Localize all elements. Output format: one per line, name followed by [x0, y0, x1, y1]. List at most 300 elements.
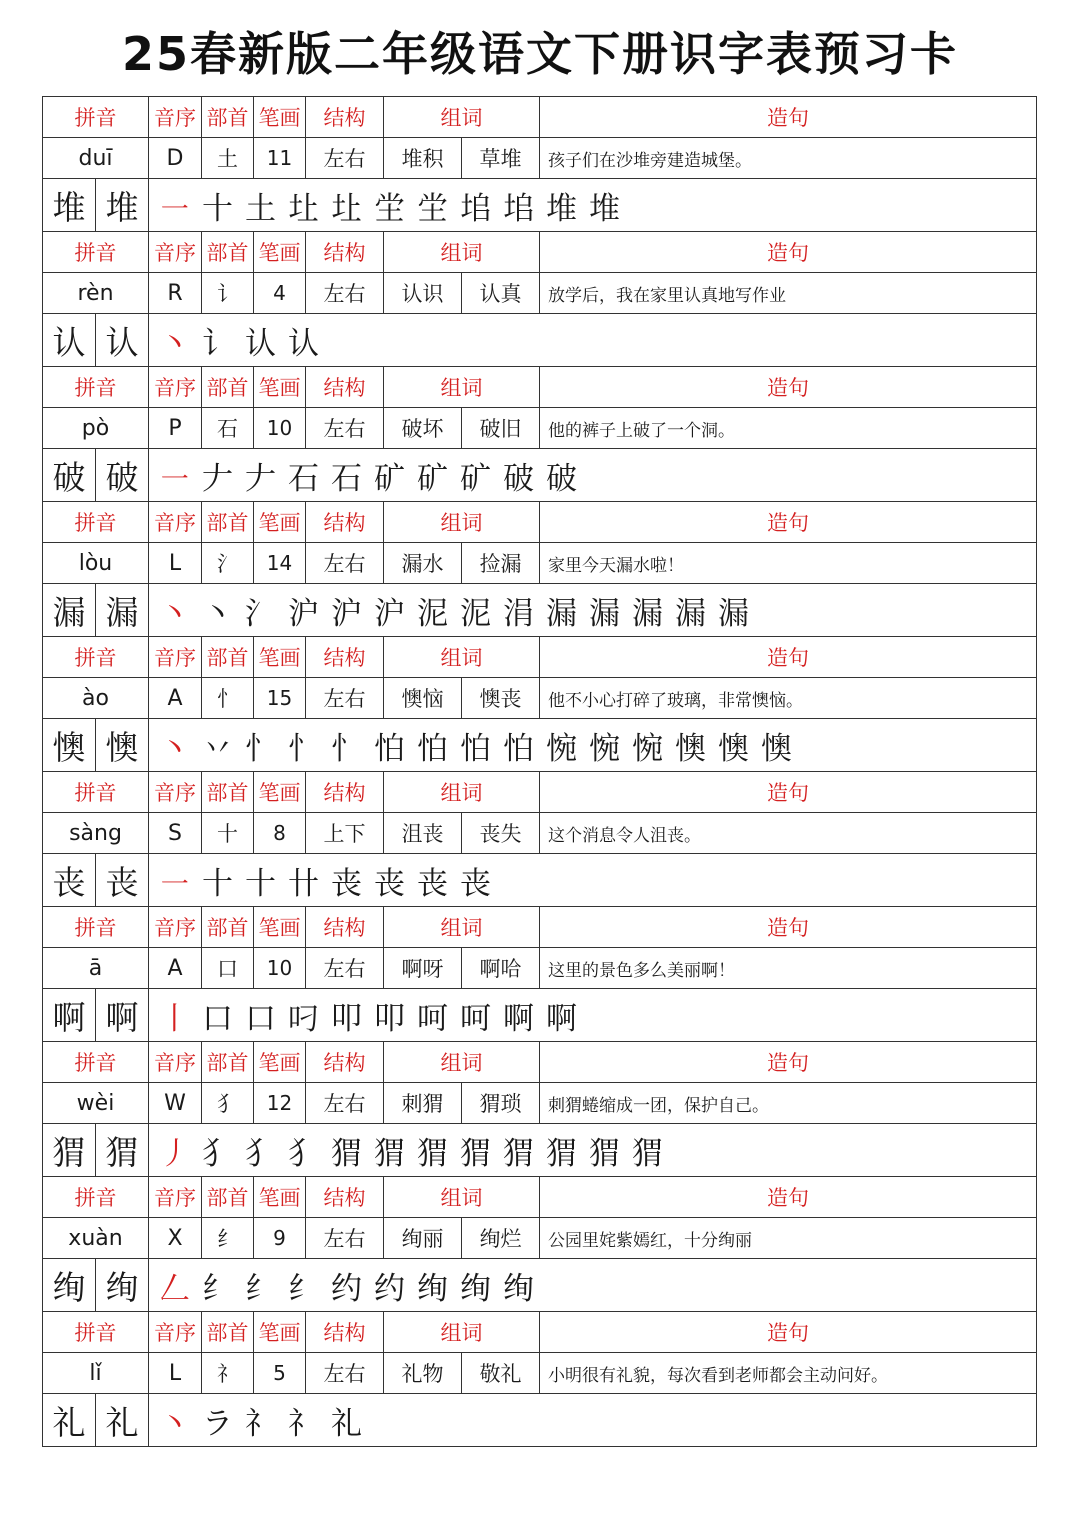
stroke-row	[43, 584, 1037, 637]
char-cell: 破	[43, 449, 96, 502]
jiegou-cell: 左右	[306, 948, 384, 989]
jiegou-cell: 左右	[306, 1218, 384, 1259]
header-pinyin: 拼音	[43, 502, 149, 543]
char-copy-cell: 认	[96, 314, 149, 367]
bihua-cell: 5	[254, 1353, 306, 1394]
stroke-step: 猬	[589, 1135, 620, 1172]
stroke-step: 氵	[245, 595, 276, 632]
header-jiegou: 结构	[306, 502, 384, 543]
stroke-step: 丧	[417, 865, 448, 902]
header-zaoju: 造句	[540, 97, 1037, 138]
char-copy-cell: 漏	[96, 584, 149, 637]
word-1-cell: 绚丽	[384, 1218, 462, 1259]
header-pinyin: 拼音	[43, 637, 149, 678]
stroke-order-cell	[149, 719, 1037, 772]
yinxu-cell: R	[149, 273, 202, 314]
pinyin-cell: lǐ	[43, 1353, 149, 1394]
stroke-row	[43, 449, 1037, 502]
header-row	[43, 232, 1037, 273]
stroke-step: 讠	[202, 325, 233, 362]
header-row	[43, 97, 1037, 138]
header-yinxu: 音序	[149, 367, 202, 408]
stroke-row	[43, 1259, 1037, 1312]
stroke-step: 叩	[331, 1000, 362, 1037]
stroke-order-cell	[149, 989, 1037, 1042]
pinyin-cell: ā	[43, 948, 149, 989]
stroke-step: 堆	[589, 190, 620, 227]
word-2-cell: 猬琐	[462, 1083, 540, 1124]
stroke-step: 礻	[288, 1405, 319, 1442]
stroke-step: 绚	[417, 1270, 448, 1307]
header-pinyin: 拼音	[43, 907, 149, 948]
stroke-step: 漏	[632, 595, 663, 632]
word-1-cell: 懊恼	[384, 678, 462, 719]
stroke-order-cell	[149, 314, 1037, 367]
sentence-cell: 家里今天漏水啦！	[540, 543, 1037, 584]
stroke-step: 纟	[245, 1270, 276, 1307]
header-yinxu: 音序	[149, 232, 202, 273]
header-bushou: 部首	[202, 367, 254, 408]
bushou-cell: 忄	[202, 678, 254, 719]
stroke-step: 漏	[718, 595, 749, 632]
yinxu-cell: A	[149, 678, 202, 719]
info-row	[43, 813, 1037, 854]
bihua-cell: 10	[254, 948, 306, 989]
bushou-cell: 氵	[202, 543, 254, 584]
word-1-cell: 漏水	[384, 543, 462, 584]
header-row	[43, 637, 1037, 678]
stroke-order-cell	[149, 1124, 1037, 1177]
header-zaoju: 造句	[540, 1042, 1037, 1083]
stroke-step: 丶	[202, 595, 233, 632]
stroke-step: 叼	[288, 1000, 319, 1037]
header-pinyin: 拼音	[43, 1312, 149, 1353]
bihua-cell: 4	[254, 273, 306, 314]
stroke-step: 垖	[503, 190, 534, 227]
bihua-cell: 12	[254, 1083, 306, 1124]
header-row	[43, 367, 1037, 408]
stroke-step: 啊	[546, 1000, 577, 1037]
stroke-step: 丶	[159, 595, 190, 632]
char-cell: 丧	[43, 854, 96, 907]
stroke-step: 沪	[331, 595, 362, 632]
stroke-step: 礻	[245, 1405, 276, 1442]
header-yinxu: 音序	[149, 1042, 202, 1083]
char-cell: 漏	[43, 584, 96, 637]
stroke-step: 惋	[589, 730, 620, 767]
header-bushou: 部首	[202, 772, 254, 813]
stroke-step: 口	[202, 1000, 233, 1037]
stroke-step: 圵	[288, 190, 319, 227]
stroke-step: 惋	[632, 730, 663, 767]
word-1-cell: 刺猬	[384, 1083, 462, 1124]
char-copy-cell: 啊	[96, 989, 149, 1042]
header-zuci: 组词	[384, 907, 540, 948]
bihua-cell: 10	[254, 408, 306, 449]
header-yinxu: 音序	[149, 907, 202, 948]
char-cell: 猬	[43, 1124, 96, 1177]
header-row	[43, 907, 1037, 948]
stroke-step: 猬	[503, 1135, 534, 1172]
word-1-cell: 认识	[384, 273, 462, 314]
stroke-step: 沪	[374, 595, 405, 632]
stroke-step: 卄	[288, 865, 319, 902]
stroke-order-cell	[149, 584, 1037, 637]
word-2-cell: 认真	[462, 273, 540, 314]
stroke-step: 矿	[460, 460, 491, 497]
word-1-cell: 啊呀	[384, 948, 462, 989]
char-cell: 啊	[43, 989, 96, 1042]
header-zaoju: 造句	[540, 772, 1037, 813]
stroke-step: 丧	[374, 865, 405, 902]
bushou-cell: 口	[202, 948, 254, 989]
pinyin-cell: ào	[43, 678, 149, 719]
sentence-cell: 小明很有礼貌，每次看到老师都会主动问好。	[540, 1353, 1037, 1394]
stroke-order-cell	[149, 854, 1037, 907]
stroke-step: 懊	[718, 730, 749, 767]
header-zaoju: 造句	[540, 637, 1037, 678]
stroke-step: 怕	[417, 730, 448, 767]
header-bushou: 部首	[202, 907, 254, 948]
header-yinxu: 音序	[149, 772, 202, 813]
header-zuci: 组词	[384, 367, 540, 408]
stroke-step: 怕	[460, 730, 491, 767]
header-bushou: 部首	[202, 1042, 254, 1083]
header-zaoju: 造句	[540, 367, 1037, 408]
info-row	[43, 138, 1037, 179]
stroke-step: 十	[245, 865, 276, 902]
header-zuci: 组词	[384, 502, 540, 543]
bushou-cell: 土	[202, 138, 254, 179]
header-zaoju: 造句	[540, 502, 1037, 543]
header-yinxu: 音序	[149, 1312, 202, 1353]
stroke-step: 丿	[159, 1135, 190, 1172]
word-2-cell: 捡漏	[462, 543, 540, 584]
page-title: 25春新版二年级语文下册识字表预习卡	[121, 27, 958, 81]
sentence-cell: 这里的景色多么美丽啊！	[540, 948, 1037, 989]
stroke-order-cell	[149, 1259, 1037, 1312]
bushou-cell: 纟	[202, 1218, 254, 1259]
header-pinyin: 拼音	[43, 1177, 149, 1218]
stroke-step: 口	[245, 1000, 276, 1037]
header-jiegou: 结构	[306, 907, 384, 948]
bihua-cell: 9	[254, 1218, 306, 1259]
stroke-step: 破	[503, 460, 534, 497]
stroke-step: 猬	[546, 1135, 577, 1172]
word-1-cell: 礼物	[384, 1353, 462, 1394]
info-row	[43, 408, 1037, 449]
header-zuci: 组词	[384, 97, 540, 138]
stroke-step: 怕	[374, 730, 405, 767]
yinxu-cell: L	[149, 1353, 202, 1394]
header-bushou: 部首	[202, 232, 254, 273]
jiegou-cell: 左右	[306, 138, 384, 179]
stroke-row	[43, 719, 1037, 772]
header-zaoju: 造句	[540, 1177, 1037, 1218]
jiegou-cell: 左右	[306, 408, 384, 449]
header-pinyin: 拼音	[43, 1042, 149, 1083]
header-bihua: 笔画	[254, 1312, 306, 1353]
stroke-step: 忄	[288, 730, 319, 767]
stroke-step: ラ	[202, 1405, 233, 1442]
stroke-step: 约	[331, 1270, 362, 1307]
char-cell: 懊	[43, 719, 96, 772]
word-2-cell: 绚烂	[462, 1218, 540, 1259]
char-copy-cell: 猬	[96, 1124, 149, 1177]
info-row	[43, 678, 1037, 719]
word-2-cell: 敬礼	[462, 1353, 540, 1394]
header-bushou: 部首	[202, 97, 254, 138]
header-bushou: 部首	[202, 637, 254, 678]
stroke-row	[43, 854, 1037, 907]
stroke-step: 猬	[331, 1135, 362, 1172]
char-copy-cell: 破	[96, 449, 149, 502]
bushou-cell: 犭	[202, 1083, 254, 1124]
stroke-row	[43, 179, 1037, 232]
stroke-step: 泥	[417, 595, 448, 632]
char-copy-cell: 丧	[96, 854, 149, 907]
header-yinxu: 音序	[149, 637, 202, 678]
jiegou-cell: 左右	[306, 543, 384, 584]
word-2-cell: 懊丧	[462, 678, 540, 719]
header-zuci: 组词	[384, 1177, 540, 1218]
stroke-step: 呵	[460, 1000, 491, 1037]
header-bihua: 笔画	[254, 232, 306, 273]
header-jiegou: 结构	[306, 1042, 384, 1083]
stroke-step: 漏	[589, 595, 620, 632]
pinyin-cell: rèn	[43, 273, 149, 314]
stroke-step: 矿	[417, 460, 448, 497]
stroke-step: 石	[288, 460, 319, 497]
header-row	[43, 772, 1037, 813]
info-row	[43, 273, 1037, 314]
header-bushou: 部首	[202, 502, 254, 543]
bihua-cell: 8	[254, 813, 306, 854]
yinxu-cell: D	[149, 138, 202, 179]
stroke-step: 丶	[159, 1405, 190, 1442]
header-zaoju: 造句	[540, 907, 1037, 948]
sentence-cell: 这个消息令人沮丧。	[540, 813, 1037, 854]
header-zuci: 组词	[384, 772, 540, 813]
stroke-row	[43, 1124, 1037, 1177]
header-jiegou: 结构	[306, 1177, 384, 1218]
header-bihua: 笔画	[254, 907, 306, 948]
char-copy-cell: 绚	[96, 1259, 149, 1312]
stroke-step: 丶	[159, 730, 190, 767]
stroke-step: 犭	[245, 1135, 276, 1172]
pinyin-cell: sàng	[43, 813, 149, 854]
bushou-cell: 石	[202, 408, 254, 449]
bushou-cell: 礻	[202, 1353, 254, 1394]
stroke-step: 十	[202, 190, 233, 227]
header-pinyin: 拼音	[43, 232, 149, 273]
sentence-cell: 放学后，我在家里认真地写作业	[540, 273, 1037, 314]
header-bushou: 部首	[202, 1177, 254, 1218]
sentence-cell: 孩子们在沙堆旁建造城堡。	[540, 138, 1037, 179]
bihua-cell: 14	[254, 543, 306, 584]
stroke-step: 泥	[460, 595, 491, 632]
header-row	[43, 1312, 1037, 1353]
header-jiegou: 结构	[306, 232, 384, 273]
stroke-row	[43, 1394, 1037, 1447]
header-pinyin: 拼音	[43, 367, 149, 408]
yinxu-cell: L	[149, 543, 202, 584]
char-cell: 礼	[43, 1394, 96, 1447]
pinyin-cell: lòu	[43, 543, 149, 584]
stroke-step: 怕	[503, 730, 534, 767]
header-bihua: 笔画	[254, 367, 306, 408]
pinyin-cell: pò	[43, 408, 149, 449]
stroke-step: 丧	[460, 865, 491, 902]
yinxu-cell: S	[149, 813, 202, 854]
header-zuci: 组词	[384, 232, 540, 273]
char-cell: 认	[43, 314, 96, 367]
stroke-step: 认	[245, 325, 276, 362]
header-jiegou: 结构	[306, 97, 384, 138]
stroke-step: 纟	[202, 1270, 233, 1307]
word-2-cell: 丧失	[462, 813, 540, 854]
header-row	[43, 1042, 1037, 1083]
jiegou-cell: 左右	[306, 273, 384, 314]
stroke-step: 犭	[202, 1135, 233, 1172]
word-1-cell: 堆积	[384, 138, 462, 179]
bihua-cell: 15	[254, 678, 306, 719]
header-jiegou: 结构	[306, 637, 384, 678]
stroke-step: 猬	[632, 1135, 663, 1172]
stroke-step: 啊	[503, 1000, 534, 1037]
word-1-cell: 破坏	[384, 408, 462, 449]
char-cell: 绚	[43, 1259, 96, 1312]
yinxu-cell: A	[149, 948, 202, 989]
stroke-step: 忄	[245, 730, 276, 767]
stroke-step: 矿	[374, 460, 405, 497]
stroke-row	[43, 314, 1037, 367]
stroke-step: 𠂇	[202, 460, 233, 497]
header-bihua: 笔画	[254, 502, 306, 543]
stroke-step: ㇐	[159, 460, 190, 497]
char-copy-cell: 礼	[96, 1394, 149, 1447]
stroke-step: 垖	[460, 190, 491, 227]
header-zuci: 组词	[384, 1042, 540, 1083]
header-bihua: 笔画	[254, 1177, 306, 1218]
stroke-step: 纟	[288, 1270, 319, 1307]
stroke-step: 石	[331, 460, 362, 497]
literacy-table	[42, 96, 1037, 1447]
stroke-step: 丶	[159, 325, 190, 362]
jiegou-cell: 左右	[306, 678, 384, 719]
stroke-step: 涓	[503, 595, 534, 632]
stroke-step: 土	[245, 190, 276, 227]
char-copy-cell: 懊	[96, 719, 149, 772]
header-bihua: 笔画	[254, 1042, 306, 1083]
sentence-cell: 他不小心打碎了玻璃，非常懊恼。	[540, 678, 1037, 719]
stroke-step: 漏	[675, 595, 706, 632]
stroke-step: 叩	[374, 1000, 405, 1037]
stroke-step: 沪	[288, 595, 319, 632]
header-zuci: 组词	[384, 637, 540, 678]
header-jiegou: 结构	[306, 1312, 384, 1353]
info-row	[43, 1218, 1037, 1259]
header-bushou: 部首	[202, 1312, 254, 1353]
stroke-step: ㇐	[159, 190, 190, 227]
stroke-step: 犭	[288, 1135, 319, 1172]
stroke-step: 礼	[331, 1405, 362, 1442]
stroke-step: 猬	[417, 1135, 448, 1172]
yinxu-cell: W	[149, 1083, 202, 1124]
word-2-cell: 啊哈	[462, 948, 540, 989]
stroke-order-cell	[149, 449, 1037, 502]
word-1-cell: 沮丧	[384, 813, 462, 854]
info-row	[43, 543, 1037, 584]
header-pinyin: 拼音	[43, 97, 149, 138]
stroke-step: 坣	[417, 190, 448, 227]
jiegou-cell: 左右	[306, 1353, 384, 1394]
stroke-step: 丧	[331, 865, 362, 902]
header-row	[43, 502, 1037, 543]
stroke-step: 堆	[546, 190, 577, 227]
bushou-cell: 十	[202, 813, 254, 854]
stroke-step: 忄	[331, 730, 362, 767]
header-yinxu: 音序	[149, 97, 202, 138]
stroke-step: 漏	[546, 595, 577, 632]
header-zuci: 组词	[384, 1312, 540, 1353]
stroke-step: 𠃋	[159, 1270, 190, 1307]
char-cell: 堆	[43, 179, 96, 232]
pinyin-cell: duī	[43, 138, 149, 179]
stroke-step: 猬	[460, 1135, 491, 1172]
header-yinxu: 音序	[149, 1177, 202, 1218]
stroke-step: 圵	[331, 190, 362, 227]
stroke-step: 十	[202, 865, 233, 902]
header-row	[43, 1177, 1037, 1218]
stroke-step: 绚	[503, 1270, 534, 1307]
header-pinyin: 拼音	[43, 772, 149, 813]
header-zaoju: 造句	[540, 1312, 1037, 1353]
stroke-step: 绚	[460, 1270, 491, 1307]
stroke-step: 猬	[374, 1135, 405, 1172]
stroke-step: 呵	[417, 1000, 448, 1037]
stroke-step: 认	[288, 325, 319, 362]
sentence-cell: 刺猬蜷缩成一团，保护自己。	[540, 1083, 1037, 1124]
header-bihua: 笔画	[254, 637, 306, 678]
stroke-step: 惋	[546, 730, 577, 767]
sentence-cell: 他的裤子上破了一个洞。	[540, 408, 1037, 449]
stroke-order-cell	[149, 179, 1037, 232]
header-yinxu: 音序	[149, 502, 202, 543]
bushou-cell: 讠	[202, 273, 254, 314]
bihua-cell: 11	[254, 138, 306, 179]
header-bihua: 笔画	[254, 772, 306, 813]
header-jiegou: 结构	[306, 772, 384, 813]
stroke-step: 懊	[761, 730, 792, 767]
word-2-cell: 草堆	[462, 138, 540, 179]
char-copy-cell: 堆	[96, 179, 149, 232]
pinyin-cell: wèi	[43, 1083, 149, 1124]
stroke-step: 丨	[159, 1000, 190, 1037]
info-row	[43, 1083, 1037, 1124]
stroke-step: 坣	[374, 190, 405, 227]
info-row	[43, 948, 1037, 989]
table-body	[43, 97, 1037, 1447]
stroke-step: 𠂇	[245, 460, 276, 497]
jiegou-cell: 上下	[306, 813, 384, 854]
header-jiegou: 结构	[306, 367, 384, 408]
yinxu-cell: P	[149, 408, 202, 449]
sentence-cell: 公园里姹紫嫣红，十分绚丽	[540, 1218, 1037, 1259]
stroke-row	[43, 989, 1037, 1042]
header-bihua: 笔画	[254, 97, 306, 138]
stroke-step: 破	[546, 460, 577, 497]
